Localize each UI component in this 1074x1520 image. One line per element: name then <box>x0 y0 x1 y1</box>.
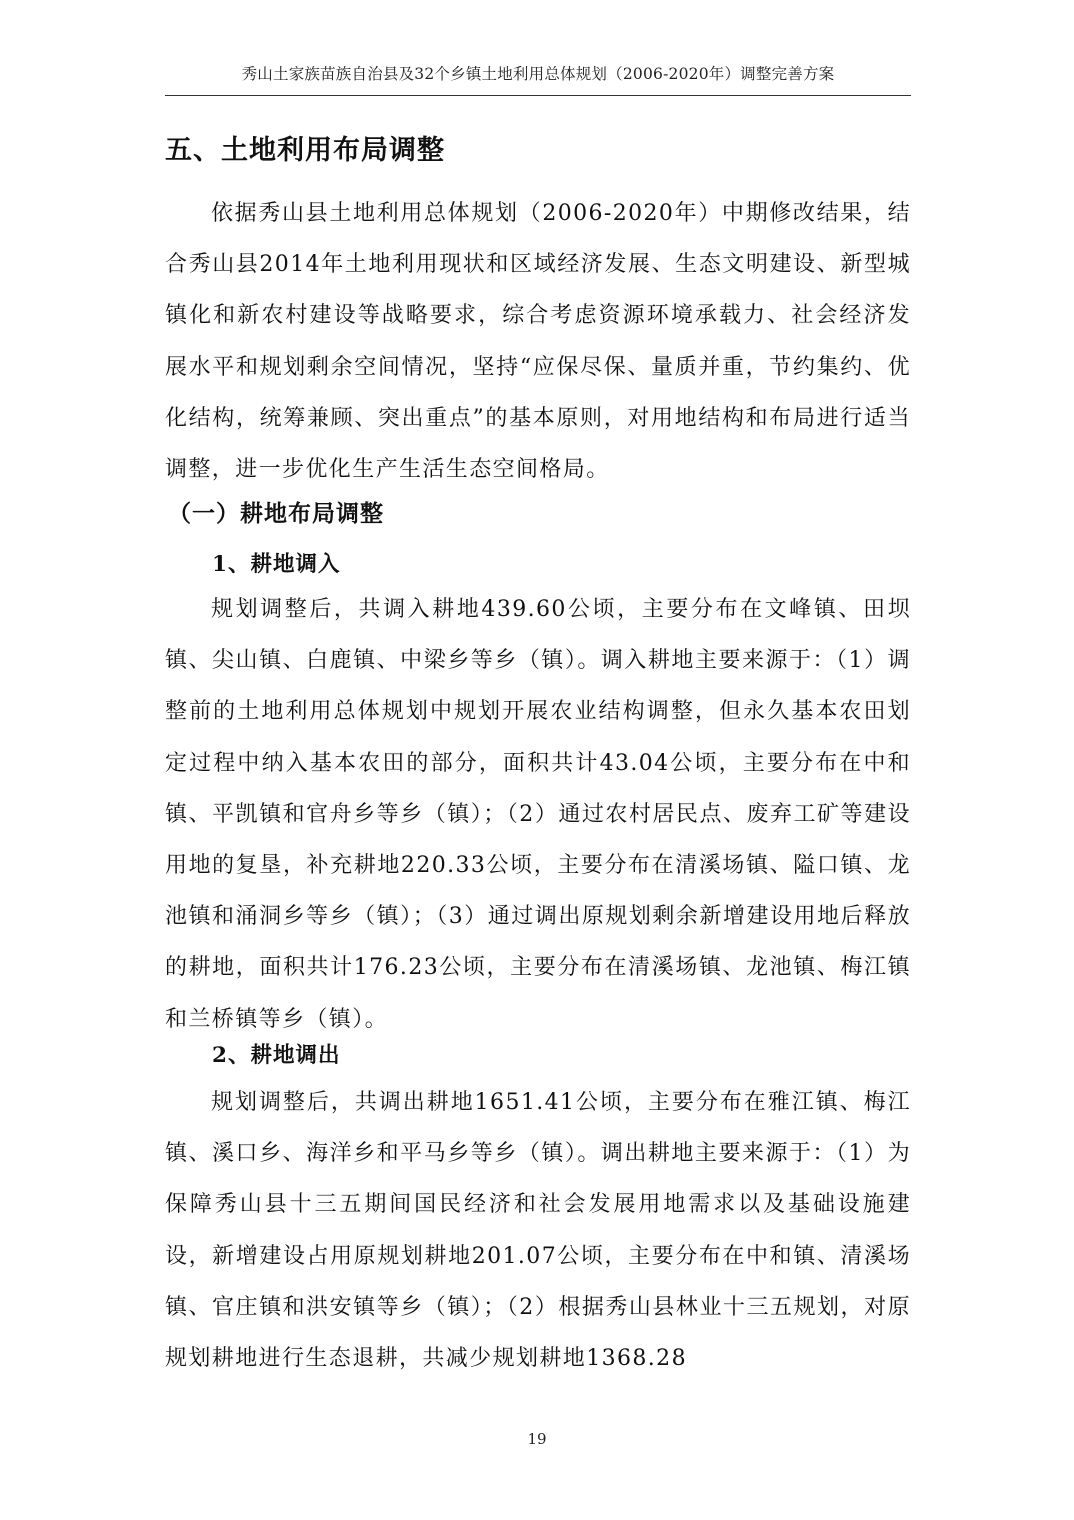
running-header: 秀山土家族苗族自治县及32个乡镇土地利用总体规划（2006-2020年）调整完善方案 <box>241 65 835 83</box>
intro-paragraph: 依据秀山县土地利用总体规划（2006-2020年）中期修改结果，结合秀山县2014年土地利用现状和区域经济发展、生态文明建设、新型城镇化和新农村建设等战略要求，综合考虑资源环境承载力、社会经济发展水平和规划剩余空间情况，坚持“应保尽保、量质并重，节约集约、优化结构，统筹兼顾、突出重点”的基本原则，对用地结构和布局进行适当调整，进一步优化生产生活生态空间格局。 <box>165 201 911 483</box>
item-paragraph-cropland-in: 规划调整后，共调入耕地439.60公顷，主要分布在文峰镇、田坝镇、尖山镇、白鹿镇、中梁乡等乡（镇）。调入耕地主要来源于：（1）调整前的土地利用总体规划中规划开展农业结构调整，但永久基本农田划定过程中纳入基本农田的部分，面积共计43.04公顷，主要分布在中和镇、平凯镇和官舟乡等乡（镇）；（2）通过农村居民点、废弃工矿等建设用地的复垦，补充耕地220.33公顷，主要分布在清溪场镇、隘口镇、龙池镇和涌洞乡等乡（镇）；（3）通过调出原规划剩余新增建设用地后释放的耕地，面积共计176.23公顷，主要分布在清溪场镇、龙池镇、梅江镇和兰桥镇等乡（镇）。 <box>165 597 911 1032</box>
subsection-title: （一）耕地布局调整 <box>168 500 384 527</box>
section-title: 五、土地利用布局调整 <box>165 135 445 166</box>
item-title-cropland-in: 1、耕地调入 <box>212 552 341 577</box>
page-number: 19 <box>527 1430 547 1448</box>
item-title-cropland-out: 2、耕地调出 <box>212 1043 341 1068</box>
item-paragraph-cropland-out: 规划调整后，共调出耕地1651.41公顷，主要分布在雅江镇、梅江镇、溪口乡、海洋乡和平马乡等乡（镇）。调出耕地主要来源于：（1）为保障秀山县十三五期间国民经济和社会发展用地需求以及基础设施建设，新增建设占用原规划耕地201.07公顷，主要分布在中和镇、清溪场镇、官庄镇和洪安镇等乡（镇）；（2）根据秀山县林业十三五规划，对原规划耕地进行生态退耕，共减少规划耕地1368.28 <box>165 1090 911 1372</box>
header-divider <box>165 95 911 96</box>
